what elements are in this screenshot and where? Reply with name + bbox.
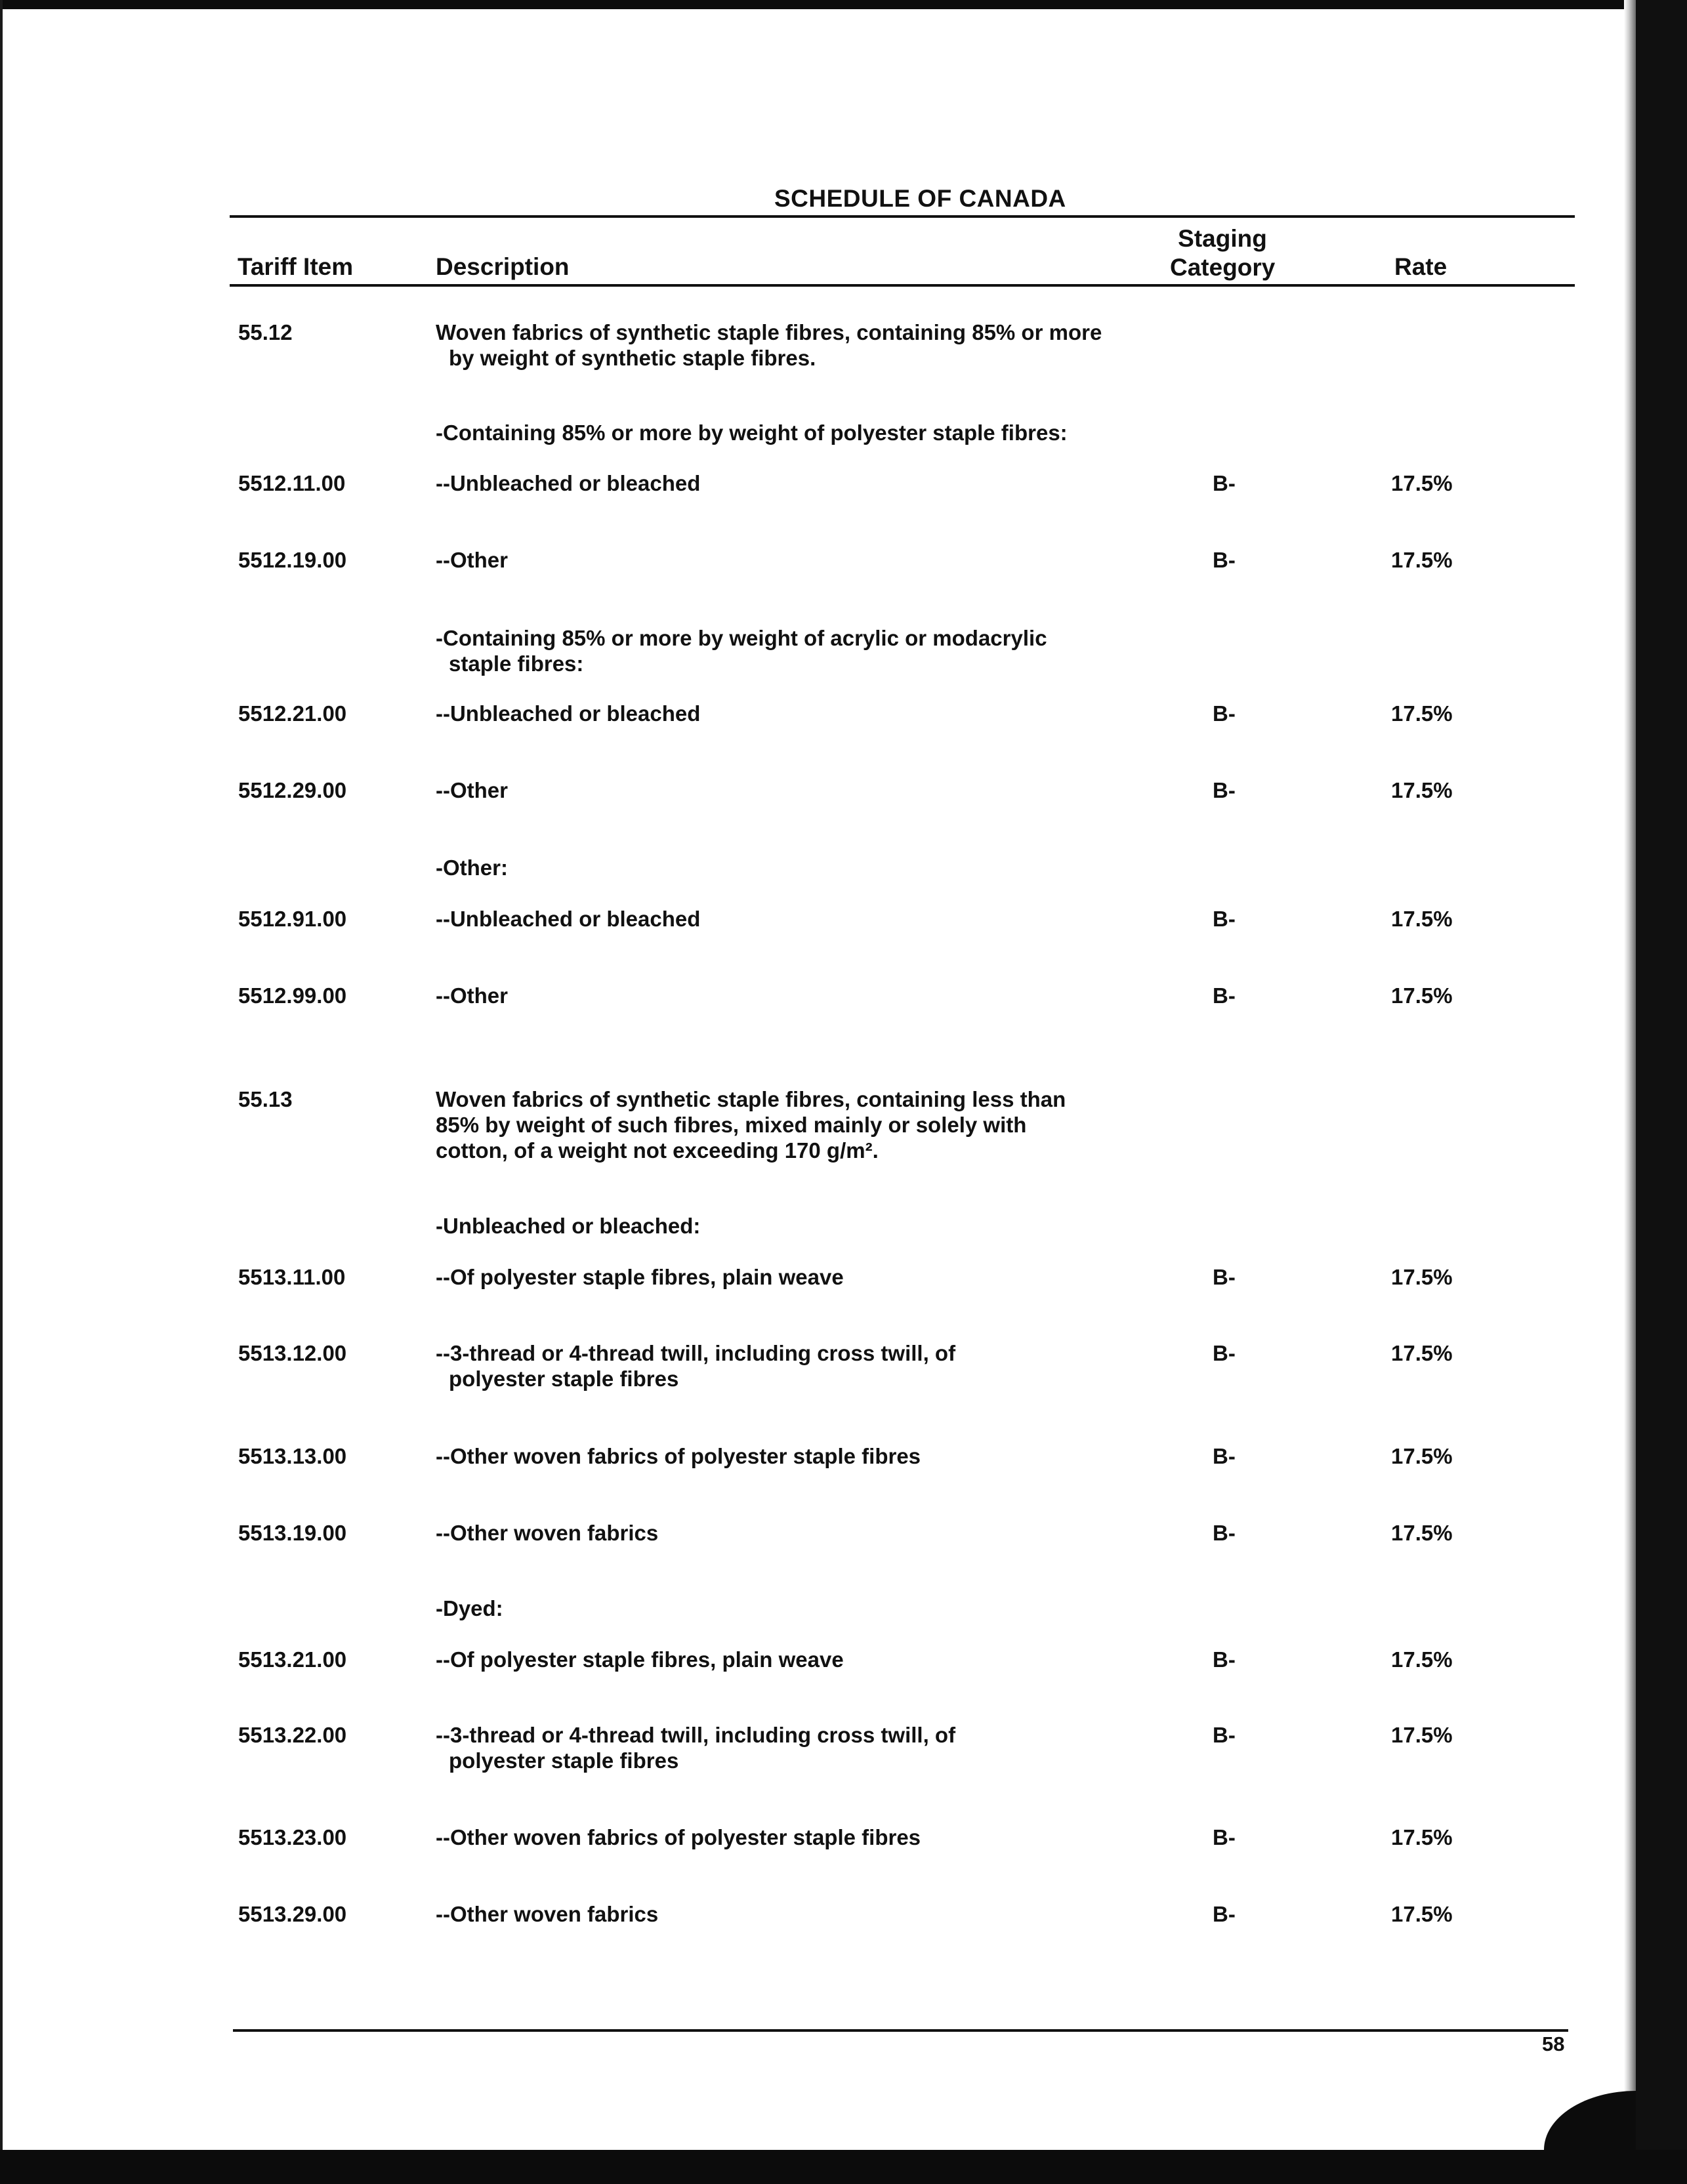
staging-category: B- bbox=[1213, 471, 1236, 495]
header-staging-line2: Category bbox=[1170, 254, 1276, 281]
description-line: -Containing 85% or more by weight of acrylic or modacrylic bbox=[436, 626, 1047, 650]
description-line: --Of polyester staple fibres, plain weave bbox=[436, 1647, 844, 1672]
description bbox=[436, 547, 1138, 573]
description bbox=[436, 983, 1138, 1008]
tariff-item: 55.13 bbox=[238, 1087, 293, 1111]
page-number: 58 bbox=[1542, 2032, 1565, 2055]
footer-rule bbox=[233, 2029, 1568, 2032]
description-line: --Other bbox=[436, 548, 508, 572]
rate: 17.5% bbox=[1391, 1723, 1453, 1747]
rate: 17.5% bbox=[1391, 1902, 1453, 1926]
description bbox=[436, 1647, 1138, 1672]
description-line: --Other woven fabrics of polyester staple fibres bbox=[436, 1825, 921, 1849]
tariff-item: 5513.21.00 bbox=[238, 1647, 347, 1672]
tariff-item: 5513.22.00 bbox=[238, 1723, 347, 1747]
description-line: --Other woven fabrics bbox=[436, 1521, 659, 1545]
header-description: Description bbox=[436, 253, 570, 280]
staging-category: B- bbox=[1213, 1444, 1236, 1468]
tariff-item: 5513.23.00 bbox=[238, 1825, 347, 1849]
staging-category: B- bbox=[1213, 1521, 1236, 1545]
description bbox=[436, 1901, 1138, 1927]
header-rule bbox=[230, 284, 1575, 287]
description-line: -Other: bbox=[436, 855, 508, 880]
description bbox=[436, 1520, 1138, 1546]
description bbox=[436, 701, 1138, 726]
description bbox=[436, 906, 1138, 932]
top-rule bbox=[230, 215, 1575, 218]
rate: 17.5% bbox=[1391, 701, 1453, 726]
description-line: -Unbleached or bleached: bbox=[436, 1214, 701, 1238]
description bbox=[436, 470, 1138, 496]
header-tariff-item: Tariff Item bbox=[238, 253, 354, 280]
description-line: --3-thread or 4-thread twill, including cross twill, of bbox=[436, 1723, 956, 1747]
description bbox=[436, 1596, 1138, 1621]
description bbox=[436, 855, 1138, 880]
staging-category: B- bbox=[1213, 1265, 1236, 1289]
tariff-item: 5512.29.00 bbox=[238, 778, 347, 802]
tariff-item: 5512.11.00 bbox=[238, 471, 346, 495]
rate: 17.5% bbox=[1391, 907, 1453, 931]
description bbox=[436, 1213, 1138, 1239]
description-line: --Other woven fabrics of polyester staple fibres bbox=[436, 1444, 921, 1468]
tariff-item: 5513.12.00 bbox=[238, 1341, 347, 1365]
rate: 17.5% bbox=[1391, 1265, 1453, 1289]
rate: 17.5% bbox=[1391, 548, 1453, 572]
rate: 17.5% bbox=[1391, 1647, 1453, 1672]
rate: 17.5% bbox=[1391, 1341, 1453, 1365]
rate: 17.5% bbox=[1391, 1521, 1453, 1545]
description bbox=[436, 777, 1138, 803]
staging-category: B- bbox=[1213, 907, 1236, 931]
description bbox=[436, 1722, 1138, 1773]
description-line: Woven fabrics of synthetic staple fibres, containing less than bbox=[436, 1087, 1066, 1111]
tariff-item: 5513.19.00 bbox=[238, 1521, 347, 1545]
tariff-item: 55.12 bbox=[238, 320, 293, 344]
tariff-item: 5512.99.00 bbox=[238, 983, 347, 1008]
description-line: --3-thread or 4-thread twill, including cross twill, of bbox=[436, 1341, 956, 1365]
description bbox=[436, 1086, 1138, 1163]
description-line: -Containing 85% or more by weight of polyester staple fibres: bbox=[436, 421, 1068, 445]
description bbox=[436, 1824, 1138, 1850]
rate: 17.5% bbox=[1391, 471, 1453, 495]
schedule-title: SCHEDULE OF CANADA bbox=[774, 185, 1066, 212]
description-line: --Unbleached or bleached bbox=[436, 907, 701, 931]
description bbox=[436, 1340, 1138, 1391]
description-line: --Of polyester staple fibres, plain weave bbox=[436, 1265, 844, 1289]
description-line: by weight of synthetic staple fibres. bbox=[449, 346, 816, 370]
rate: 17.5% bbox=[1391, 778, 1453, 802]
rate: 17.5% bbox=[1391, 1444, 1453, 1468]
description-line: polyester staple fibres bbox=[449, 1367, 679, 1391]
description-line: --Unbleached or bleached bbox=[436, 471, 701, 495]
description-line: staple fibres: bbox=[449, 651, 584, 676]
description-line: --Other woven fabrics bbox=[436, 1902, 659, 1926]
staging-category: B- bbox=[1213, 1902, 1236, 1926]
description bbox=[436, 1443, 1138, 1469]
description-line: --Unbleached or bleached bbox=[436, 701, 701, 726]
description-line: cotton, of a weight not exceeding 170 g/m². bbox=[436, 1138, 879, 1163]
description-line: polyester staple fibres bbox=[449, 1748, 679, 1773]
description bbox=[436, 625, 1138, 676]
tariff-item: 5513.29.00 bbox=[238, 1902, 347, 1926]
description bbox=[436, 1264, 1138, 1290]
description bbox=[436, 420, 1138, 445]
staging-category: B- bbox=[1213, 1341, 1236, 1365]
staging-category: B- bbox=[1213, 983, 1236, 1008]
staging-category: B- bbox=[1213, 778, 1236, 802]
rate: 17.5% bbox=[1391, 983, 1453, 1008]
description-line: --Other bbox=[436, 778, 508, 802]
staging-category: B- bbox=[1213, 548, 1236, 572]
staging-category: B- bbox=[1213, 1825, 1236, 1849]
tariff-item: 5512.21.00 bbox=[238, 701, 347, 726]
description bbox=[436, 319, 1138, 371]
tariff-item: 5512.19.00 bbox=[238, 548, 347, 572]
staging-category: B- bbox=[1213, 1723, 1236, 1747]
tariff-item: 5513.13.00 bbox=[238, 1444, 347, 1468]
staging-category: B- bbox=[1213, 701, 1236, 726]
rate: 17.5% bbox=[1391, 1825, 1453, 1849]
description-line: Woven fabrics of synthetic staple fibres, containing 85% or more bbox=[436, 320, 1102, 344]
header-staging-category bbox=[1170, 224, 1275, 282]
header-staging-line1: Staging bbox=[1178, 225, 1267, 252]
description-line: --Other bbox=[436, 983, 508, 1008]
staging-category: B- bbox=[1213, 1647, 1236, 1672]
description-line: -Dyed: bbox=[436, 1596, 503, 1620]
description-line: 85% by weight of such fibres, mixed mainly or solely with bbox=[436, 1113, 1027, 1137]
header-rate: Rate bbox=[1394, 253, 1447, 280]
tariff-item: 5513.11.00 bbox=[238, 1265, 346, 1289]
tariff-item: 5512.91.00 bbox=[238, 907, 347, 931]
